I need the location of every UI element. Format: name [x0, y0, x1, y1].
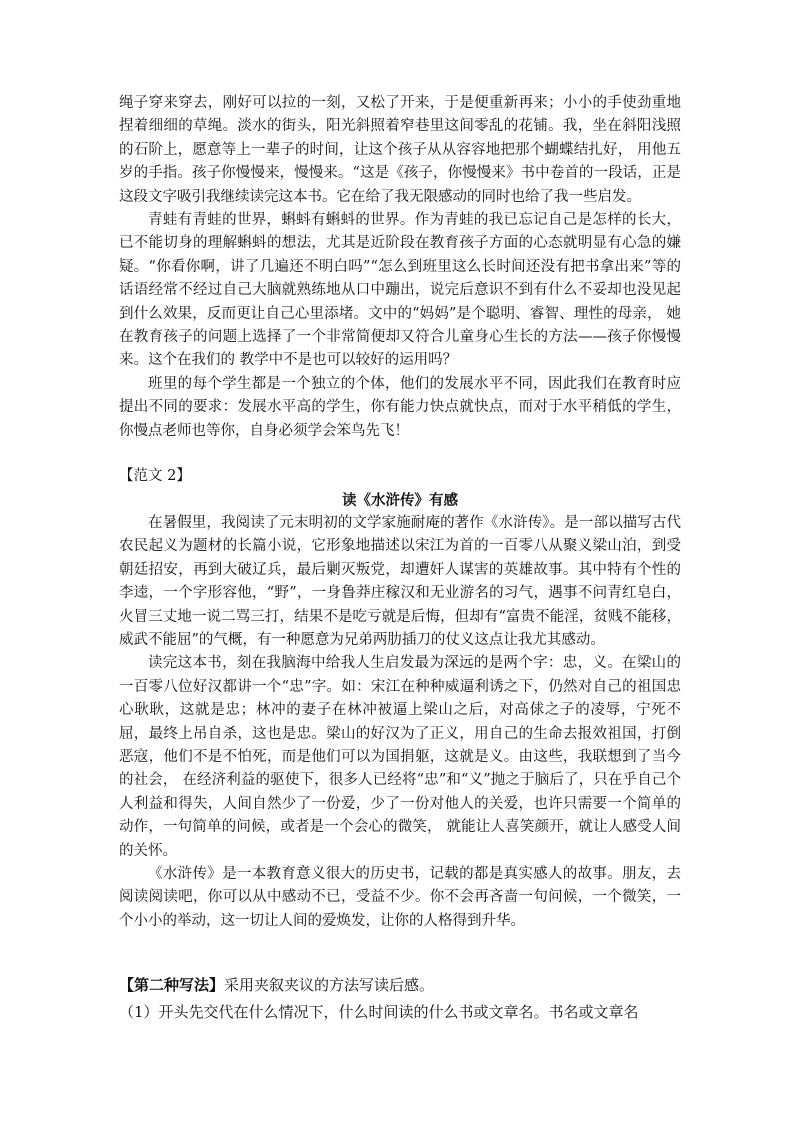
method-heading-line: [119, 973, 681, 998]
spacer: [119, 933, 681, 973]
method-step-1: （1）开头先交代在什么情况下，什么时间读的什么书或文章名。书名或文章名: [119, 1003, 639, 1022]
writing-method-2: [119, 973, 681, 1025]
document-page: [119, 92, 681, 1025]
essay-2-title: 读《水浒传》有感: [342, 491, 458, 509]
essay-2-paragraph-1: 在暑假里，我阅读了元末明初的文学家施耐庵的著作《水浒传》。是一部以描写古代农民起义为题材的长篇小说，它形象地描述以宋江为首的一百零八从聚义梁山泊，到受朝廷招安，再到大破辽兵，最后剿灭叛党，却遭奸人谋害的英雄故事。其中特有个性的李逵，一个字形容他，“野”，一身鲁莽庄稼汉和无业游名的习气，遇事不问青红皂白，火冒三丈地一说二骂三打，结果不是吃亏就是后悔，但却有“富贵不能淫，贫贱不能移，威武不能屈”的气概，有一种愿意为兄弟两肋插刀的仗义这点让我尤其感动。: [119, 514, 681, 648]
essay-1-paragraph-2: 青蛙有青蛙的世界，蝌蚪有蝌蚪的世界。作为青蛙的我已忘记自己是怎样的长大，已不能切身的理解蝌蚪的想法，尤其是近阶段在教育孩子方面的心态就明显有心急的嫌疑。“你看你啊，讲了几遍还不明白吗”“怎么到班里这么长时间还没有把书拿出来”等的话语经常不经过自己大脑就熟练地从口中蹦出，说完后意识不到有什么不妥却也没见起到什么效果，反而更让自己心里添堵。文中的“妈妈”是个聪明、睿智、理性的母亲， 她在教育孩子的问题上选择了一个非常简便却又符合儿童身心生长的方法——孩子你慢慢来。这个在我们的 教学中不是也可以较好的运用吗？: [119, 212, 681, 369]
essay-2-paragraph-2: 读完这本书，刻在我脑海中给我人生启发最为深远的是两个字：忠，义。在梁山的一百零八位好汉都讲一个“忠”字。如：宋江在种种威逼利诱之下，仍然对自己的祖国忠心耿耿，这就是忠；林冲的妻子在林冲被逼上梁山之后，对高俅之子的凌辱，宁死不屈，最终上吊自杀，这也是忠。梁山的好汉为了正义，用自己的生命去报效祖国，打倒恶寇，他们不是不怕死，而是他们可以为国捐躯，这就是义。由这些，我联想到了当今的社会， 在经济利益的驱使下，很多人已经将“忠”和“义”抛之于脑后了，只在乎自己个人利益和得失，人间自然少了一份爱，少了一份对他人的关爱，也许只需要一个简单的动作，一句简单的问候，或者是一个会心的微笑， 就能让人喜笑颜开，就让人感受人间的关怀。: [119, 655, 681, 859]
essay-2-label: 【范文 2】: [119, 468, 191, 485]
method-description: 采用夹叙夹议的方法写读后感。: [224, 976, 435, 995]
essay-2-paragraph-3: 《水浒传》是一本教育意义很大的历史书，记载的都是真实感人的故事。朋友，去阅读阅读吧，你可以从中感动不已，受益不少。你不会再吝啬一句问候，一个微笑，一个小小的举动，这一切让人间的爱焕发，让你的人格得到升华。: [119, 866, 681, 929]
essay-1-paragraph-continued: 绳子穿来穿去，刚好可以拉的一刻，又松了开来，于是便重新再来；小小的手使劲重地捏着细细的草绳。淡水的街头，阳光斜照着窄巷里这间零乱的花铺。我，坐在斜阳浅照的石阶上，愿意等上一辈子的时间，让这个孩子从从容容地把那个蝴蝶结扎好， 用他五岁的手指。孩子你慢慢来，慢慢来。“这是《孩子，你慢慢来》书中卷首的一段话，正是这段文字吸引我继续读完这本书。它在给了我无限感动的同时也给了我一些启发。: [119, 95, 681, 205]
essay-2: [119, 465, 681, 933]
essay-1-continuation: [119, 92, 681, 443]
method-heading: 【第二种写法】: [119, 976, 225, 995]
essay-1-paragraph-3: 班里的每个学生都是一个独立的个体，他们的发展水平不同，因此我们在教育时应提出不同的要求：发展水平高的学生，你有能力快点就快点，而对于水平稍低的学生，你慢点老师也等你，自身必须学会笨鸟先飞！: [119, 375, 681, 439]
spacer: [119, 443, 681, 465]
